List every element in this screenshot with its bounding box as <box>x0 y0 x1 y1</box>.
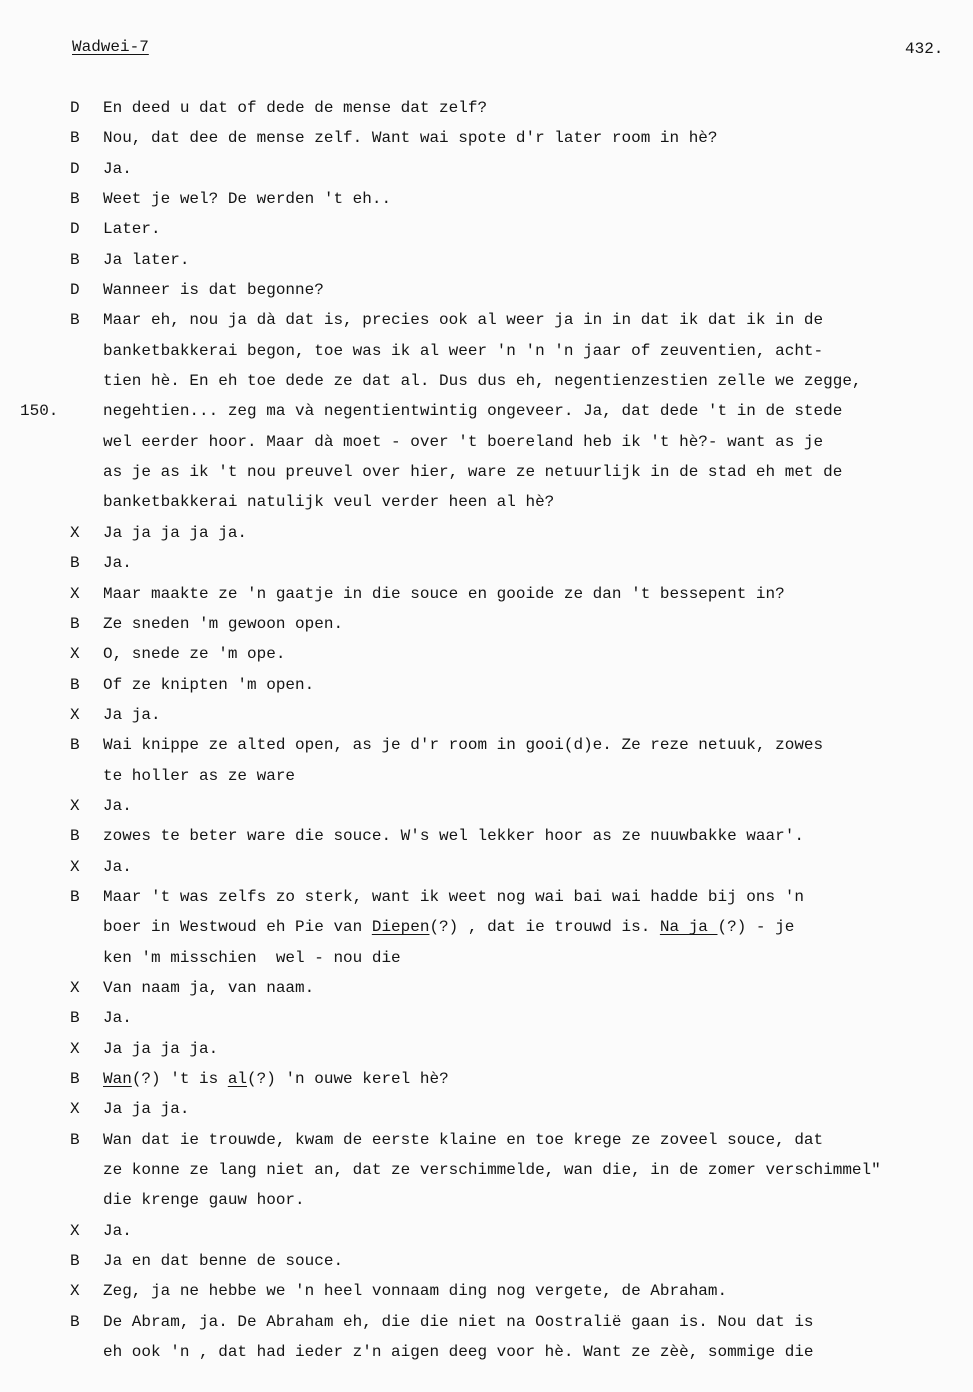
speaker-label: D <box>70 99 80 117</box>
utterance-text <box>103 1160 881 1180</box>
text-segment: Maar maakte ze 'n gaatje in die souce en gooide ze dan 't bessepent in? <box>103 584 785 603</box>
text-segment: banketbakkerai natulijk veul verder heen al hè? <box>103 493 555 512</box>
text-segment: Ja ja. <box>103 705 161 724</box>
transcript-line <box>0 128 973 158</box>
utterance-text <box>103 553 132 573</box>
transcript-line <box>0 766 973 796</box>
speaker-label: B <box>70 675 80 694</box>
text-segment: Ja ja ja. <box>103 1100 190 1119</box>
utterance-text <box>103 887 804 907</box>
transcript-line <box>0 159 973 189</box>
transcript-line <box>0 644 973 674</box>
speaker-label: D <box>70 220 80 239</box>
speaker-label: B <box>70 1312 80 1331</box>
utterance-text <box>103 401 842 421</box>
utterance-text <box>103 1099 189 1119</box>
transcript-line <box>0 250 973 280</box>
transcript-line <box>0 401 973 431</box>
utterance-text <box>103 857 132 877</box>
uncertain-word: Wan <box>103 1070 132 1088</box>
text-segment: Wan dat ie trouwde, kwam de eerste klaine en toe krege ze zoveel souce, dat <box>103 1130 824 1149</box>
utterance-text <box>103 705 161 725</box>
text-segment: Ja. <box>103 554 132 573</box>
utterance-text <box>103 1312 814 1332</box>
transcript-line <box>0 978 973 1008</box>
speaker-label: B <box>70 1070 80 1088</box>
utterance-text <box>103 735 823 755</box>
uncertain-word: al <box>227 1070 248 1088</box>
text-segment: (?) 'n ouwe kerel hè? <box>247 1070 449 1088</box>
utterance-text <box>103 371 862 391</box>
text-segment: Wanneer is dat begonne? <box>103 281 324 300</box>
speaker-label: X <box>70 705 80 724</box>
text-segment: En deed u dat of dede de mense dat zelf? <box>103 99 488 117</box>
utterance-text <box>103 1251 343 1271</box>
text-segment: zowes te beter ware die souce. W's wel lekker hoor as ze nuuwbakke waar'. <box>103 827 804 846</box>
speaker-label: X <box>70 1221 80 1240</box>
transcript-line <box>0 1221 973 1251</box>
utterance-text <box>103 341 823 361</box>
text-segment: negehtien... zeg ma và negentientwintig ongeveer. Ja, dat dede 't in de stede <box>103 402 843 421</box>
speaker-label: X <box>70 1039 80 1058</box>
text-segment: De Abram, ja. De Abraham eh, die die niet na Oostralië gaan is. Nou dat is <box>103 1312 814 1331</box>
document-title: Wadwei-7 <box>72 38 149 56</box>
utterance-text <box>103 1130 823 1150</box>
utterance-text <box>103 280 324 300</box>
transcript <box>0 98 973 1372</box>
utterance-text <box>103 796 132 816</box>
text-segment: tien hè. En eh toe dede ze dat al. Dus dus eh, negentienzestien zelle we zegge, <box>103 372 862 391</box>
page-number: 432. <box>905 40 944 58</box>
utterance-text <box>103 1190 305 1210</box>
utterance-text <box>103 159 132 179</box>
transcript-line <box>0 432 973 462</box>
text-segment: (?) , dat ie trouwd is. <box>429 918 660 937</box>
speaker-label: B <box>70 1009 80 1028</box>
text-segment: ken 'm misschien wel - nou die <box>103 948 401 967</box>
transcript-line <box>0 857 973 887</box>
speaker-label: B <box>70 311 80 330</box>
transcript-line <box>0 1130 973 1160</box>
transcript-line <box>0 1281 973 1311</box>
text-segment: Ja ja ja ja ja. <box>103 523 248 542</box>
transcript-line <box>0 1099 973 1129</box>
transcript-line <box>0 462 973 492</box>
transcript-line <box>0 1251 973 1281</box>
speaker-label: X <box>70 1282 80 1301</box>
transcript-line <box>0 523 973 553</box>
text-segment: eh ook 'n , dat had ieder z'n aigen deeg voor hè. Want ze zèè, sommige die <box>103 1343 814 1362</box>
transcript-line <box>0 1312 973 1342</box>
text-segment: Ja. <box>103 857 132 876</box>
utterance-text <box>103 98 487 118</box>
text-segment: wel eerder hoor. Maar dà moet - over 't boereland heb ik 't hè?- want as je <box>103 432 824 451</box>
speaker-label: D <box>70 281 80 300</box>
text-segment: Nou, dat dee de mense zelf. Want wai spote d'r later room in hè? <box>103 129 718 148</box>
utterance-text <box>103 128 718 148</box>
speaker-label: X <box>70 584 80 603</box>
transcript-line <box>0 553 973 583</box>
utterance-text <box>103 826 804 846</box>
text-segment: Maar eh, nou ja dà dat is, precies ook al weer ja in in dat ik dat ik in de <box>103 311 824 330</box>
transcript-line <box>0 189 973 219</box>
text-segment: te holler as ze ware <box>103 766 296 785</box>
text-segment: Ja. <box>103 1221 132 1240</box>
text-segment: Wai knippe ze alted open, as je d'r room in gooi(d)e. Ze reze netuuk, zowes <box>103 736 824 755</box>
text-segment: ze konne ze lang niet an, dat ze verschimmelde, wan die, in de zomer verschimmel" <box>103 1161 881 1180</box>
transcript-line <box>0 341 973 371</box>
text-segment: Later. <box>103 220 161 239</box>
speaker-label: X <box>70 978 80 997</box>
utterance-text <box>103 614 343 634</box>
transcript-line <box>0 1342 973 1372</box>
speaker-label: B <box>70 554 80 573</box>
transcript-line <box>0 1160 973 1190</box>
utterance-text <box>103 432 823 452</box>
text-segment: Ja ja ja ja. <box>103 1039 219 1058</box>
transcript-line <box>0 280 973 310</box>
speaker-label: B <box>70 887 80 906</box>
text-segment: Ja. <box>103 796 132 815</box>
utterance-text <box>103 917 794 937</box>
utterance-text <box>103 1008 132 1028</box>
transcript-line <box>0 1069 973 1099</box>
text-segment: Of ze knipten 'm open. <box>103 675 315 694</box>
transcript-line <box>0 887 973 917</box>
utterance-text <box>103 462 842 482</box>
speaker-label: X <box>70 1100 80 1119</box>
text-segment: Zeg, ja ne hebbe we 'n heel vonnaam ding nog vergete, de Abraham. <box>103 1282 728 1301</box>
text-segment: Ja en dat benne de souce. <box>103 1252 344 1271</box>
transcript-line <box>0 614 973 644</box>
speaker-label: B <box>70 614 80 633</box>
utterance-text <box>103 1069 449 1089</box>
utterance-text <box>103 675 314 695</box>
utterance-text <box>103 1221 132 1241</box>
speaker-label: X <box>70 523 80 542</box>
transcript-line <box>0 98 973 128</box>
utterance-text <box>103 644 285 664</box>
text-segment: Ze sneden 'm gewoon open. <box>103 614 344 633</box>
transcript-line <box>0 1190 973 1220</box>
utterance-text <box>103 310 823 330</box>
speaker-label: B <box>70 190 80 209</box>
utterance-text <box>103 250 189 270</box>
text-segment: boer in Westwoud eh Pie van <box>103 918 372 937</box>
transcript-line <box>0 371 973 401</box>
text-segment: Ja. <box>103 159 132 178</box>
speaker-label: B <box>70 827 80 846</box>
text-segment: O, snede ze 'm ope. <box>103 645 286 664</box>
text-segment: (?) - je <box>717 918 795 937</box>
utterance-text <box>103 1281 727 1301</box>
speaker-label: B <box>70 1130 80 1149</box>
transcript-line <box>0 1039 973 1069</box>
uncertain-word: Na ja <box>659 918 718 937</box>
speaker-label: B <box>70 129 80 148</box>
utterance-text <box>103 766 295 786</box>
text-segment: die krenge gauw hoor. <box>103 1191 305 1210</box>
line-number: 150. <box>20 402 59 421</box>
transcript-line <box>0 917 973 947</box>
speaker-label: B <box>70 250 80 269</box>
transcript-line <box>0 796 973 826</box>
transcript-line <box>0 735 973 765</box>
utterance-text <box>103 978 314 998</box>
utterance-text <box>103 948 401 968</box>
text-segment: banketbakkerai begon, toe was ik al weer 'n 'n 'n jaar of zeuventien, acht- <box>103 341 824 360</box>
transcript-line <box>0 675 973 705</box>
utterance-text <box>103 584 785 604</box>
speaker-label: B <box>70 736 80 755</box>
text-segment: Maar 't was zelfs zo sterk, want ik weet nog wai bai wai hadde bij ons 'n <box>103 887 804 906</box>
utterance-text <box>103 492 554 512</box>
transcript-line <box>0 584 973 614</box>
utterance-text <box>103 189 391 209</box>
transcript-line <box>0 310 973 340</box>
speaker-label: D <box>70 159 80 178</box>
transcript-line <box>0 826 973 856</box>
text-segment: Weet je wel? De werden 't eh.. <box>103 190 392 209</box>
speaker-label: B <box>70 1252 80 1271</box>
transcript-line <box>0 492 973 522</box>
transcript-line <box>0 1008 973 1038</box>
text-segment: (?) 't is <box>131 1070 228 1088</box>
utterance-text <box>103 523 247 543</box>
text-segment: as je as ik 't nou preuvel over hier, ware ze netuurlijk in de stad eh met de <box>103 463 843 482</box>
text-segment: Van naam ja, van naam. <box>103 978 315 997</box>
text-segment: Ja. <box>103 1009 132 1028</box>
transcript-line <box>0 948 973 978</box>
transcript-line <box>0 219 973 249</box>
text-segment: Ja later. <box>103 250 190 269</box>
speaker-label: X <box>70 857 80 876</box>
transcript-line <box>0 705 973 735</box>
utterance-text <box>103 1039 218 1059</box>
speaker-label: X <box>70 796 80 815</box>
utterance-text <box>103 219 161 239</box>
uncertain-word: Diepen <box>371 918 430 937</box>
speaker-label: X <box>70 645 80 664</box>
utterance-text <box>103 1342 814 1362</box>
